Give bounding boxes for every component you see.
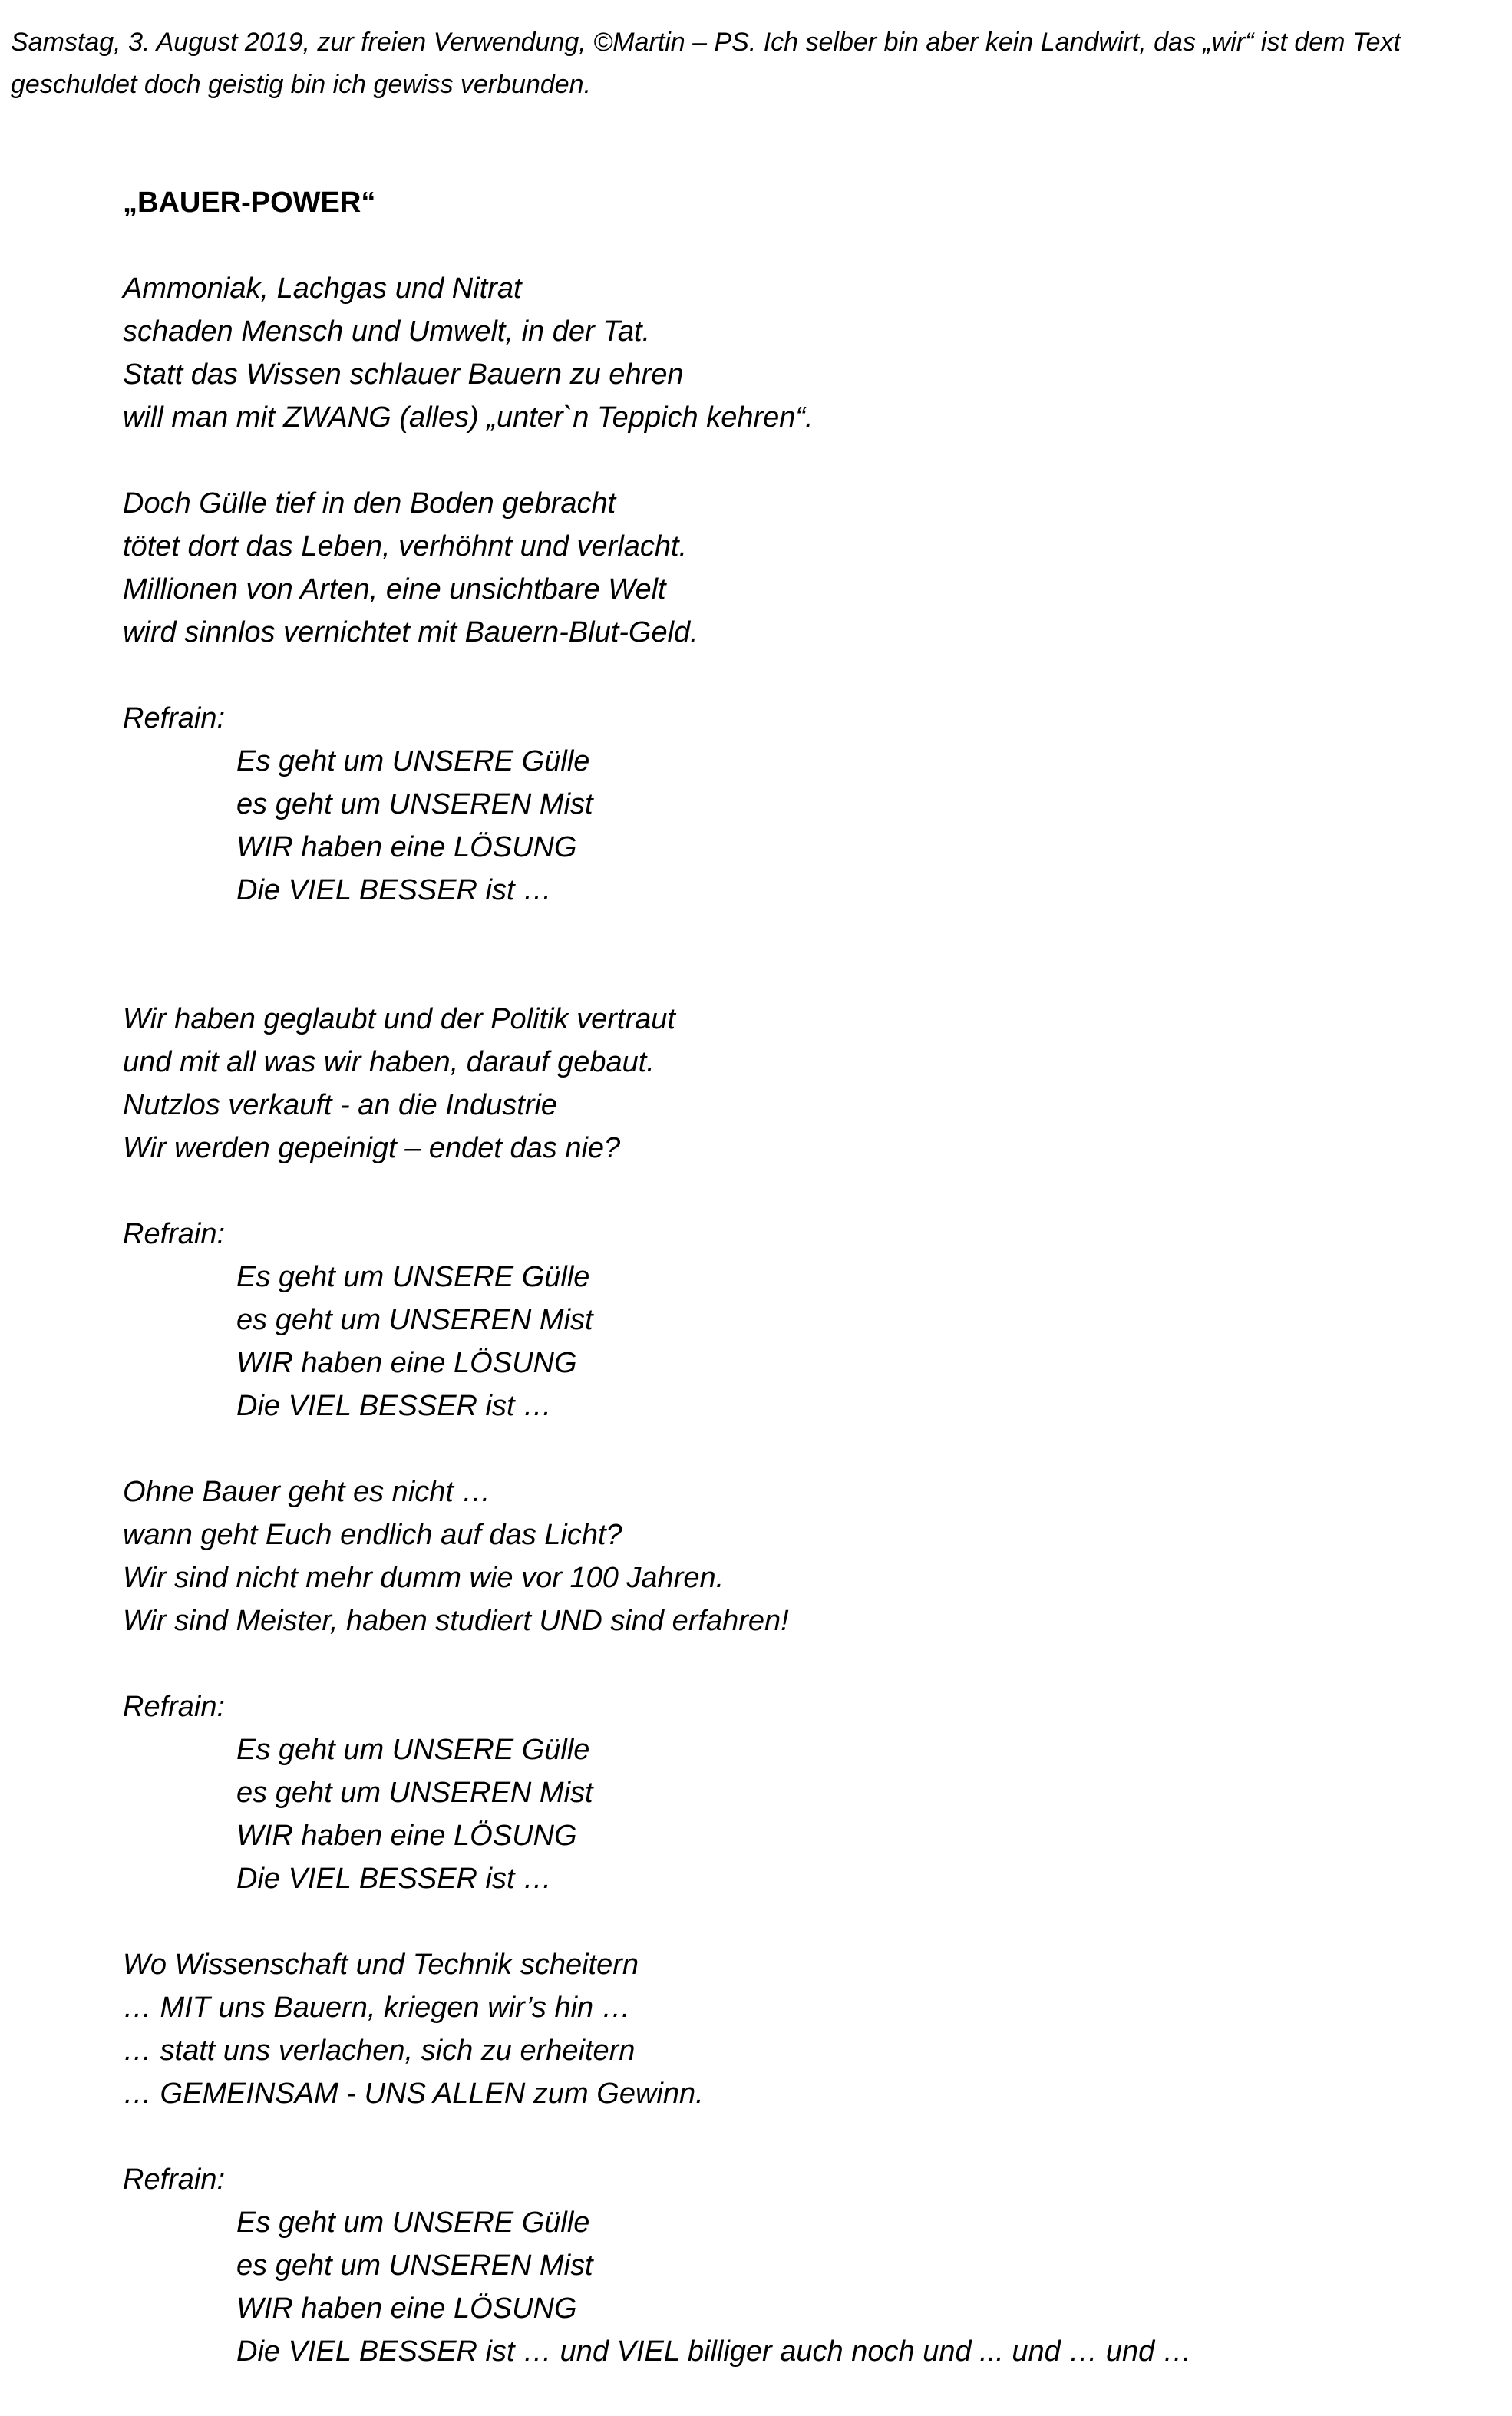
refrain-lines [236, 1728, 1474, 1900]
refrain-line: Die VIEL BESSER ist … [236, 1390, 553, 1422]
refrain-line: WIR haben eine LÖSUNG [236, 2292, 577, 2325]
refrain-line: Die VIEL BESSER ist … und VIEL billiger auch noch und ... und … und … [236, 2335, 1192, 2368]
refrain-lines [236, 2201, 1474, 2373]
poem-line: will man mit ZWANG (alles) „unter`n Teppich kehren“. [123, 401, 814, 434]
poem-line: Millionen von Arten, eine unsichtbare Welt [123, 573, 666, 606]
refrain-line: es geht um UNSEREN Mist [236, 788, 593, 820]
poem-line: … statt uns verlachen, sich zu erheitern [123, 2035, 636, 2067]
stanza-4 [123, 1470, 1474, 1642]
refrain-line: Es geht um UNSERE Gülle [236, 1734, 590, 1766]
poem-line: Statt das Wissen schlauer Bauern zu ehren [123, 358, 684, 391]
refrain-line: WIR haben eine LÖSUNG [236, 1820, 577, 1852]
poem-line: Ammoniak, Lachgas und Nitrat [123, 272, 522, 305]
refrain-line: Die VIEL BESSER ist … [236, 1863, 553, 1895]
poem-line: schaden Mensch und Umwelt, in der Tat. [123, 315, 651, 348]
refrain-label: Refrain: [123, 1691, 226, 1723]
stanza-5 [123, 1943, 1474, 2115]
header-note: Samstag, 3. August 2019, zur freien Verwendung, ©Martin – PS. Ich selber bin aber kein Landwirt, das „wir“ ist dem Text geschuldet doch geistig bin ich gewiss verbunden. [11, 28, 1408, 99]
poem-line: Wir haben geglaubt und der Politik vertraut [123, 1003, 675, 1035]
refrain-lines [236, 1256, 1474, 1427]
refrain-line: es geht um UNSEREN Mist [236, 2249, 593, 2282]
stanza-3 [123, 998, 1474, 1170]
refrain-label: Refrain: [123, 702, 226, 734]
poem-line: und mit all was wir haben, darauf gebaut. [123, 1046, 655, 1078]
refrain-line: WIR haben eine LÖSUNG [236, 831, 577, 863]
poem-line: Wo Wissenschaft und Technik scheitern [123, 1949, 639, 1981]
refrain-4 [123, 2158, 1474, 2373]
refrain-line: es geht um UNSEREN Mist [236, 1777, 593, 1809]
poem-line: … GEMEINSAM - UNS ALLEN zum Gewinn. [123, 2078, 704, 2110]
refrain-line: Es geht um UNSERE Gülle [236, 2206, 590, 2239]
refrain-lines [236, 740, 1474, 912]
poem [123, 181, 1474, 2416]
poem-line: Wir sind Meister, haben studiert UND sind erfahren! [123, 1605, 789, 1637]
poem-line: wird sinnlos vernichtet mit Bauern-Blut-Geld. [123, 616, 698, 649]
poem-line: Nutzlos verkauft - an die Industrie [123, 1089, 558, 1121]
poem-line: Doch Gülle tief in den Boden gebracht [123, 487, 616, 520]
refrain-line: Die VIEL BESSER ist … [236, 874, 553, 906]
poem-title: „BAUER-POWER“ [123, 186, 376, 219]
poem-line: tötet dort das Leben, verhöhnt und verlacht. [123, 530, 688, 563]
refrain-line: Es geht um UNSERE Gülle [236, 1261, 590, 1293]
refrain-line: es geht um UNSEREN Mist [236, 1304, 593, 1336]
refrain-line: Es geht um UNSERE Gülle [236, 745, 590, 777]
refrain-label: Refrain: [123, 1218, 226, 1250]
refrain-label: Refrain: [123, 2164, 226, 2196]
stanza-2 [123, 482, 1474, 654]
poem-line: wann geht Euch endlich auf das Licht? [123, 1519, 622, 1551]
poem-line: … MIT uns Bauern, kriegen wir’s hin … [123, 1992, 631, 2024]
refrain-line: WIR haben eine LÖSUNG [236, 1347, 577, 1379]
refrain-1 [123, 697, 1474, 912]
poem-line: Wir werden gepeinigt – endet das nie? [123, 1132, 621, 1164]
poem-line: Ohne Bauer geht es nicht … [123, 1476, 491, 1508]
refrain-2 [123, 1213, 1474, 1427]
stanza-1 [123, 267, 1474, 439]
poem-line: Wir sind nicht mehr dumm wie vor 100 Jahren. [123, 1562, 725, 1594]
refrain-3 [123, 1685, 1474, 1900]
